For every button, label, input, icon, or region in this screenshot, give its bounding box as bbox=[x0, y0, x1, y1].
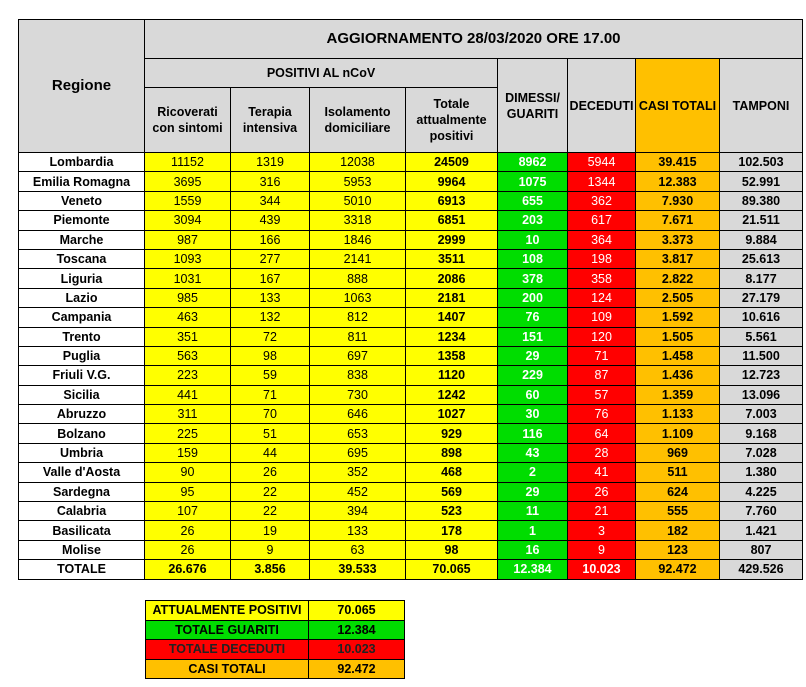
cell-isolamento: 888 bbox=[310, 269, 406, 288]
cell-deceduti: 71 bbox=[568, 346, 636, 365]
cell-totale-positivi: 929 bbox=[406, 424, 498, 443]
cell-ricoverati: 351 bbox=[145, 327, 231, 346]
totals-row bbox=[19, 560, 803, 579]
cell-totale-positivi: 2999 bbox=[406, 230, 498, 249]
cell-tamponi: 102.503 bbox=[720, 153, 803, 172]
table-row bbox=[19, 385, 803, 404]
cell-casi-totali: 1.505 bbox=[636, 327, 720, 346]
cell-isolamento: 811 bbox=[310, 327, 406, 346]
cell-isolamento: 1846 bbox=[310, 230, 406, 249]
cell-deceduti: 120 bbox=[568, 327, 636, 346]
cell-tamponi: 1.380 bbox=[720, 463, 803, 482]
cell-ricoverati: 1031 bbox=[145, 269, 231, 288]
table-row bbox=[19, 269, 803, 288]
cell-regione: Lombardia bbox=[19, 153, 145, 172]
cell-casi-totali: 1.359 bbox=[636, 385, 720, 404]
cell-deceduti: 5944 bbox=[568, 153, 636, 172]
cell-dimessi: 2 bbox=[498, 463, 568, 482]
cell-tamponi: 807 bbox=[720, 540, 803, 559]
header-casi-totali: CASI TOTALI bbox=[636, 59, 720, 153]
cell-totale-positivi: 6913 bbox=[406, 191, 498, 210]
cell-tamponi: 8.177 bbox=[720, 269, 803, 288]
cell-isolamento: 452 bbox=[310, 482, 406, 501]
total-cell-deceduti: 10.023 bbox=[568, 560, 636, 579]
cell-casi-totali: 1.458 bbox=[636, 346, 720, 365]
cell-regione: Emilia Romagna bbox=[19, 172, 145, 191]
cell-isolamento: 697 bbox=[310, 346, 406, 365]
cell-deceduti: 3 bbox=[568, 521, 636, 540]
table-row bbox=[19, 153, 803, 172]
cell-totale-positivi: 24509 bbox=[406, 153, 498, 172]
table-row bbox=[19, 230, 803, 249]
header-totale-positivi: Totale attualmente positivi bbox=[406, 88, 498, 153]
total-cell-ricoverati: 26.676 bbox=[145, 560, 231, 579]
cell-terapia: 166 bbox=[231, 230, 310, 249]
cell-deceduti: 87 bbox=[568, 366, 636, 385]
summary-row-positivi bbox=[146, 601, 405, 621]
cell-casi-totali: 1.436 bbox=[636, 366, 720, 385]
cell-totale-positivi: 523 bbox=[406, 502, 498, 521]
summary-value: 70.065 bbox=[309, 601, 405, 621]
header-regione: Regione bbox=[19, 20, 145, 153]
cell-regione: Calabria bbox=[19, 502, 145, 521]
table-row bbox=[19, 502, 803, 521]
cell-ricoverati: 3695 bbox=[145, 172, 231, 191]
cell-totale-positivi: 2086 bbox=[406, 269, 498, 288]
cell-tamponi: 1.421 bbox=[720, 521, 803, 540]
cell-tamponi: 11.500 bbox=[720, 346, 803, 365]
cell-deceduti: 64 bbox=[568, 424, 636, 443]
cell-regione: Campania bbox=[19, 308, 145, 327]
cell-dimessi: 203 bbox=[498, 211, 568, 230]
cell-regione: Toscana bbox=[19, 249, 145, 268]
covid-data-table bbox=[18, 19, 803, 580]
cell-dimessi: 16 bbox=[498, 540, 568, 559]
table-row bbox=[19, 308, 803, 327]
cell-deceduti: 358 bbox=[568, 269, 636, 288]
cell-tamponi: 5.561 bbox=[720, 327, 803, 346]
cell-dimessi: 29 bbox=[498, 482, 568, 501]
cell-totale-positivi: 6851 bbox=[406, 211, 498, 230]
cell-casi-totali: 3.373 bbox=[636, 230, 720, 249]
cell-regione: Valle d'Aosta bbox=[19, 463, 145, 482]
cell-isolamento: 646 bbox=[310, 405, 406, 424]
cell-dimessi: 43 bbox=[498, 443, 568, 462]
cell-terapia: 19 bbox=[231, 521, 310, 540]
cell-isolamento: 3318 bbox=[310, 211, 406, 230]
cell-dimessi: 229 bbox=[498, 366, 568, 385]
cell-terapia: 51 bbox=[231, 424, 310, 443]
header-ricoverati: Ricoverati con sintomi bbox=[145, 88, 231, 153]
cell-ricoverati: 26 bbox=[145, 521, 231, 540]
cell-dimessi: 151 bbox=[498, 327, 568, 346]
cell-isolamento: 812 bbox=[310, 308, 406, 327]
cell-ricoverati: 1559 bbox=[145, 191, 231, 210]
cell-totale-positivi: 468 bbox=[406, 463, 498, 482]
cell-terapia: 44 bbox=[231, 443, 310, 462]
cell-deceduti: 26 bbox=[568, 482, 636, 501]
cell-casi-totali: 182 bbox=[636, 521, 720, 540]
cell-regione: Lazio bbox=[19, 288, 145, 307]
cell-tamponi: 12.723 bbox=[720, 366, 803, 385]
cell-casi-totali: 624 bbox=[636, 482, 720, 501]
cell-tamponi: 7.760 bbox=[720, 502, 803, 521]
cell-isolamento: 653 bbox=[310, 424, 406, 443]
cell-isolamento: 1063 bbox=[310, 288, 406, 307]
cell-regione: Friuli V.G. bbox=[19, 366, 145, 385]
total-cell-isolamento: 39.533 bbox=[310, 560, 406, 579]
cell-terapia: 167 bbox=[231, 269, 310, 288]
cell-regione: Sicilia bbox=[19, 385, 145, 404]
cell-isolamento: 730 bbox=[310, 385, 406, 404]
cell-deceduti: 9 bbox=[568, 540, 636, 559]
cell-deceduti: 41 bbox=[568, 463, 636, 482]
cell-regione: Bolzano bbox=[19, 424, 145, 443]
cell-dimessi: 76 bbox=[498, 308, 568, 327]
summary-label: TOTALE GUARITI bbox=[146, 620, 309, 640]
table-row bbox=[19, 482, 803, 501]
table-row bbox=[19, 211, 803, 230]
cell-regione: Veneto bbox=[19, 191, 145, 210]
cell-totale-positivi: 1234 bbox=[406, 327, 498, 346]
cell-totale-positivi: 898 bbox=[406, 443, 498, 462]
cell-regione: Marche bbox=[19, 230, 145, 249]
table-row bbox=[19, 540, 803, 559]
summary-row-deceduti bbox=[146, 640, 405, 660]
cell-casi-totali: 1.592 bbox=[636, 308, 720, 327]
cell-deceduti: 198 bbox=[568, 249, 636, 268]
table-row bbox=[19, 443, 803, 462]
cell-ricoverati: 985 bbox=[145, 288, 231, 307]
cell-casi-totali: 2.822 bbox=[636, 269, 720, 288]
cell-ricoverati: 11152 bbox=[145, 153, 231, 172]
cell-totale-positivi: 1407 bbox=[406, 308, 498, 327]
cell-dimessi: 378 bbox=[498, 269, 568, 288]
cell-casi-totali: 511 bbox=[636, 463, 720, 482]
total-cell-totale-positivi: 70.065 bbox=[406, 560, 498, 579]
cell-dimessi: 200 bbox=[498, 288, 568, 307]
cell-isolamento: 63 bbox=[310, 540, 406, 559]
cell-dimessi: 655 bbox=[498, 191, 568, 210]
cell-isolamento: 133 bbox=[310, 521, 406, 540]
cell-totale-positivi: 3511 bbox=[406, 249, 498, 268]
total-cell-terapia: 3.856 bbox=[231, 560, 310, 579]
cell-casi-totali: 555 bbox=[636, 502, 720, 521]
cell-isolamento: 838 bbox=[310, 366, 406, 385]
cell-casi-totali: 7.671 bbox=[636, 211, 720, 230]
cell-ricoverati: 1093 bbox=[145, 249, 231, 268]
cell-totale-positivi: 1358 bbox=[406, 346, 498, 365]
cell-dimessi: 1075 bbox=[498, 172, 568, 191]
cell-totale-positivi: 9964 bbox=[406, 172, 498, 191]
total-cell-dimessi: 12.384 bbox=[498, 560, 568, 579]
cell-dimessi: 1 bbox=[498, 521, 568, 540]
cell-dimessi: 108 bbox=[498, 249, 568, 268]
cell-totale-positivi: 569 bbox=[406, 482, 498, 501]
cell-deceduti: 362 bbox=[568, 191, 636, 210]
cell-dimessi: 30 bbox=[498, 405, 568, 424]
cell-deceduti: 1344 bbox=[568, 172, 636, 191]
header-positivi-group: POSITIVI AL nCoV bbox=[145, 59, 498, 88]
cell-isolamento: 12038 bbox=[310, 153, 406, 172]
total-cell-casi-totali: 92.472 bbox=[636, 560, 720, 579]
cell-terapia: 22 bbox=[231, 482, 310, 501]
cell-casi-totali: 123 bbox=[636, 540, 720, 559]
cell-casi-totali: 3.817 bbox=[636, 249, 720, 268]
cell-terapia: 71 bbox=[231, 385, 310, 404]
header-deceduti: DECEDUTI bbox=[568, 59, 636, 153]
header-title: AGGIORNAMENTO 28/03/2020 ORE 17.00 bbox=[145, 20, 803, 59]
cell-deceduti: 21 bbox=[568, 502, 636, 521]
cell-isolamento: 5010 bbox=[310, 191, 406, 210]
cell-ricoverati: 107 bbox=[145, 502, 231, 521]
table-row bbox=[19, 288, 803, 307]
cell-ricoverati: 95 bbox=[145, 482, 231, 501]
cell-terapia: 277 bbox=[231, 249, 310, 268]
table-row bbox=[19, 249, 803, 268]
cell-deceduti: 28 bbox=[568, 443, 636, 462]
cell-terapia: 59 bbox=[231, 366, 310, 385]
cell-dimessi: 116 bbox=[498, 424, 568, 443]
cell-casi-totali: 7.930 bbox=[636, 191, 720, 210]
cell-regione: Sardegna bbox=[19, 482, 145, 501]
cell-terapia: 70 bbox=[231, 405, 310, 424]
summary-row-casi-totali bbox=[146, 659, 405, 679]
cell-terapia: 22 bbox=[231, 502, 310, 521]
header-dimessi: DIMESSI/ GUARITI bbox=[498, 59, 568, 153]
cell-dimessi: 11 bbox=[498, 502, 568, 521]
table-row bbox=[19, 346, 803, 365]
cell-terapia: 72 bbox=[231, 327, 310, 346]
summary-table bbox=[145, 600, 405, 679]
cell-ricoverati: 159 bbox=[145, 443, 231, 462]
summary-label: ATTUALMENTE POSITIVI bbox=[146, 601, 309, 621]
summary-label: TOTALE DECEDUTI bbox=[146, 640, 309, 660]
cell-ricoverati: 987 bbox=[145, 230, 231, 249]
cell-tamponi: 9.168 bbox=[720, 424, 803, 443]
cell-totale-positivi: 1242 bbox=[406, 385, 498, 404]
cell-totale-positivi: 2181 bbox=[406, 288, 498, 307]
cell-ricoverati: 225 bbox=[145, 424, 231, 443]
summary-value: 12.384 bbox=[309, 620, 405, 640]
summary-value: 92.472 bbox=[309, 659, 405, 679]
cell-dimessi: 10 bbox=[498, 230, 568, 249]
cell-deceduti: 57 bbox=[568, 385, 636, 404]
cell-terapia: 1319 bbox=[231, 153, 310, 172]
cell-ricoverati: 90 bbox=[145, 463, 231, 482]
cell-casi-totali: 969 bbox=[636, 443, 720, 462]
summary-label: CASI TOTALI bbox=[146, 659, 309, 679]
cell-tamponi: 7.028 bbox=[720, 443, 803, 462]
cell-isolamento: 2141 bbox=[310, 249, 406, 268]
cell-deceduti: 617 bbox=[568, 211, 636, 230]
cell-terapia: 98 bbox=[231, 346, 310, 365]
cell-terapia: 132 bbox=[231, 308, 310, 327]
cell-casi-totali: 1.133 bbox=[636, 405, 720, 424]
cell-ricoverati: 441 bbox=[145, 385, 231, 404]
cell-totale-positivi: 1120 bbox=[406, 366, 498, 385]
cell-isolamento: 5953 bbox=[310, 172, 406, 191]
cell-tamponi: 21.511 bbox=[720, 211, 803, 230]
table-row bbox=[19, 424, 803, 443]
total-cell-regione: TOTALE bbox=[19, 560, 145, 579]
cell-regione: Abruzzo bbox=[19, 405, 145, 424]
cell-regione: Basilicata bbox=[19, 521, 145, 540]
cell-casi-totali: 2.505 bbox=[636, 288, 720, 307]
cell-ricoverati: 463 bbox=[145, 308, 231, 327]
cell-casi-totali: 1.109 bbox=[636, 424, 720, 443]
cell-terapia: 26 bbox=[231, 463, 310, 482]
cell-isolamento: 394 bbox=[310, 502, 406, 521]
cell-ricoverati: 3094 bbox=[145, 211, 231, 230]
summary-value: 10.023 bbox=[309, 640, 405, 660]
cell-totale-positivi: 178 bbox=[406, 521, 498, 540]
table-row bbox=[19, 327, 803, 346]
cell-regione: Liguria bbox=[19, 269, 145, 288]
cell-deceduti: 124 bbox=[568, 288, 636, 307]
cell-tamponi: 9.884 bbox=[720, 230, 803, 249]
cell-regione: Molise bbox=[19, 540, 145, 559]
cell-regione: Umbria bbox=[19, 443, 145, 462]
table-row bbox=[19, 463, 803, 482]
cell-regione: Trento bbox=[19, 327, 145, 346]
cell-regione: Puglia bbox=[19, 346, 145, 365]
cell-dimessi: 29 bbox=[498, 346, 568, 365]
cell-isolamento: 695 bbox=[310, 443, 406, 462]
cell-terapia: 439 bbox=[231, 211, 310, 230]
table-row bbox=[19, 521, 803, 540]
cell-ricoverati: 26 bbox=[145, 540, 231, 559]
cell-tamponi: 89.380 bbox=[720, 191, 803, 210]
cell-regione: Piemonte bbox=[19, 211, 145, 230]
cell-ricoverati: 563 bbox=[145, 346, 231, 365]
header-tamponi: TAMPONI bbox=[720, 59, 803, 153]
cell-tamponi: 4.225 bbox=[720, 482, 803, 501]
cell-terapia: 344 bbox=[231, 191, 310, 210]
summary-row-guariti bbox=[146, 620, 405, 640]
cell-tamponi: 25.613 bbox=[720, 249, 803, 268]
cell-tamponi: 52.991 bbox=[720, 172, 803, 191]
cell-deceduti: 109 bbox=[568, 308, 636, 327]
cell-ricoverati: 311 bbox=[145, 405, 231, 424]
cell-ricoverati: 223 bbox=[145, 366, 231, 385]
cell-dimessi: 60 bbox=[498, 385, 568, 404]
cell-totale-positivi: 98 bbox=[406, 540, 498, 559]
cell-tamponi: 27.179 bbox=[720, 288, 803, 307]
cell-totale-positivi: 1027 bbox=[406, 405, 498, 424]
cell-terapia: 316 bbox=[231, 172, 310, 191]
cell-tamponi: 13.096 bbox=[720, 385, 803, 404]
cell-tamponi: 10.616 bbox=[720, 308, 803, 327]
table-body bbox=[19, 153, 803, 580]
cell-terapia: 133 bbox=[231, 288, 310, 307]
header-isolamento: Isolamento domiciliare bbox=[310, 88, 406, 153]
total-cell-tamponi: 429.526 bbox=[720, 560, 803, 579]
cell-terapia: 9 bbox=[231, 540, 310, 559]
table-row bbox=[19, 405, 803, 424]
cell-isolamento: 352 bbox=[310, 463, 406, 482]
cell-casi-totali: 39.415 bbox=[636, 153, 720, 172]
table-row bbox=[19, 366, 803, 385]
cell-deceduti: 364 bbox=[568, 230, 636, 249]
cell-tamponi: 7.003 bbox=[720, 405, 803, 424]
cell-dimessi: 8962 bbox=[498, 153, 568, 172]
cell-deceduti: 76 bbox=[568, 405, 636, 424]
table-row bbox=[19, 172, 803, 191]
table-row bbox=[19, 191, 803, 210]
cell-casi-totali: 12.383 bbox=[636, 172, 720, 191]
header-terapia: Terapia intensiva bbox=[231, 88, 310, 153]
